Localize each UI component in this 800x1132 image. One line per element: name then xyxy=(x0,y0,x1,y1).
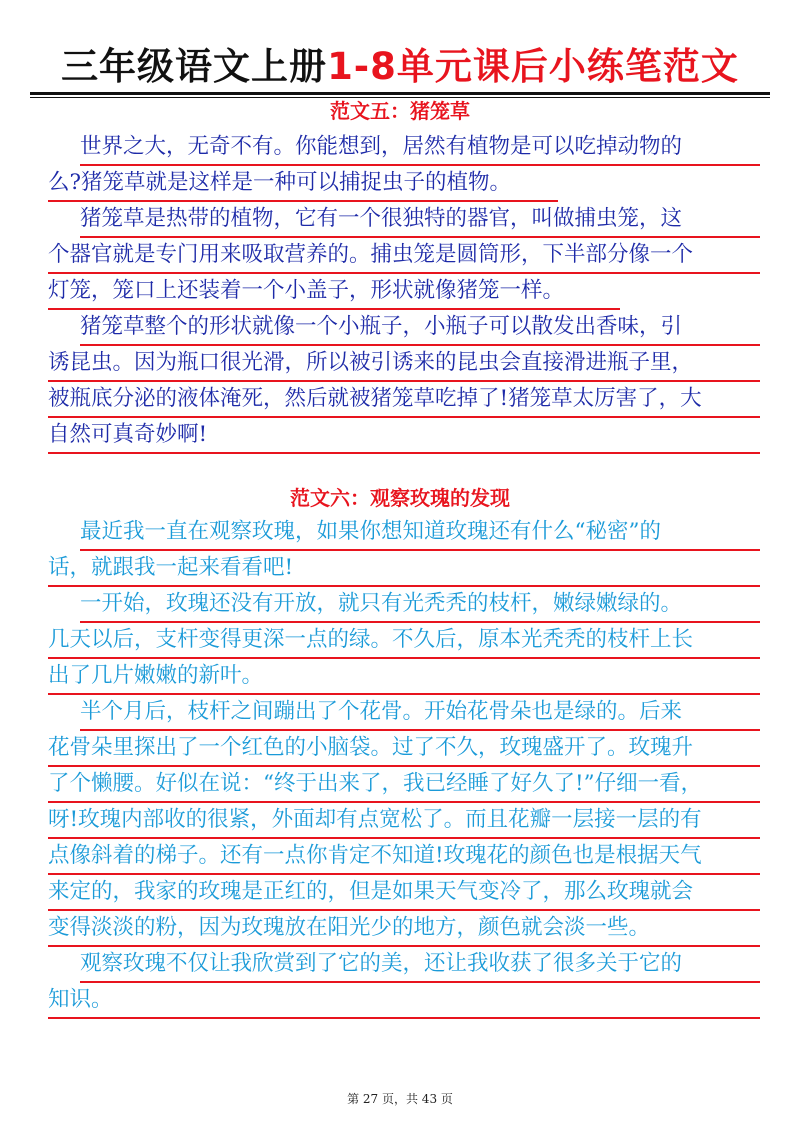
section5-heading: 范文五：猪笼草 xyxy=(330,99,470,123)
page-title-part1: 三年级语文上册 xyxy=(61,45,328,88)
section6-line: 花骨朵里探出了一个红色的小脑袋。过了不久，玫瑰盛开了。玫瑰升 xyxy=(48,731,760,767)
section5-line: 么?猪笼草就是这样是一种可以捕捉虫子的植物。 xyxy=(48,166,558,202)
section5-line: 诱昆虫。因为瓶口很光滑，所以被引诱来的昆虫会直接滑进瓶子里， xyxy=(48,346,760,382)
section6-line: 来定的，我家的玫瑰是正红的，但是如果天气变冷了，那么玫瑰就会 xyxy=(48,875,760,911)
section6-line: 半个月后，枝杆之间蹦出了个花骨。开始花骨朵也是绿的。后来 xyxy=(80,695,760,731)
section6-line: 出了几片嫩嫩的新叶。 xyxy=(48,659,760,695)
section6-line: 话，就跟我一起来看看吧! xyxy=(48,551,760,587)
section6-line: 几天以后，支杆变得更深一点的绿。不久后，原本光秃秃的枝杆上长 xyxy=(48,623,760,659)
page-title-part2: 1-8单元课后小练笔范文 xyxy=(327,45,739,88)
section5-line: 自然可真奇妙啊! xyxy=(48,418,760,454)
section5-line: 个器官就是专门用来吸取营养的。捕虫笼是圆筒形，下半部分像一个 xyxy=(48,238,760,274)
section5-line: 猪笼草是热带的植物，它有一个很独特的器官，叫做捕虫笼，这 xyxy=(80,202,760,238)
section6-line: 最近我一直在观察玫瑰，如果你想知道玫瑰还有什么“秘密”的 xyxy=(80,515,760,551)
page-title xyxy=(30,40,770,94)
section5-line: 世界之大，无奇不有。你能想到，居然有植物是可以吃掉动物的 xyxy=(80,130,760,166)
section6-line: 点像斜着的梯子。还有一点你肯定不知道!玫瑰花的颜色也是根据天气 xyxy=(48,839,760,875)
section5-line: 猪笼草整个的形状就像一个小瓶子，小瓶子可以散发出香味，引 xyxy=(80,310,760,346)
section6-heading: 范文六：观察玫瑰的发现 xyxy=(290,486,510,510)
page-number: 第 27 页，共 43 页 xyxy=(347,1092,453,1106)
section5-line: 被瓶底分泌的液体淹死，然后就被猪笼草吃掉了!猪笼草太厉害了，大 xyxy=(48,382,760,418)
section6-line: 知识。 xyxy=(48,983,760,1019)
section6-line: 一开始，玫瑰还没有开放，就只有光秃秃的枝杆，嫩绿嫩绿的。 xyxy=(80,587,760,623)
section6-line: 变得淡淡的粉，因为玫瑰放在阳光少的地方，颜色就会淡一些。 xyxy=(48,911,760,947)
section6-line: 观察玫瑰不仅让我欣赏到了它的美，还让我收获了很多关于它的 xyxy=(80,947,760,983)
section6-line: 了个懒腰。好似在说：“终于出来了，我已经睡了好久了!”仔细一看， xyxy=(48,767,760,803)
section6-line: 呀!玫瑰内部收的很紧，外面却有点宽松了。而且花瓣一层接一层的有 xyxy=(48,803,760,839)
section5-line: 灯笼，笼口上还装着一个小盖子，形状就像猪笼一样。 xyxy=(48,274,620,310)
